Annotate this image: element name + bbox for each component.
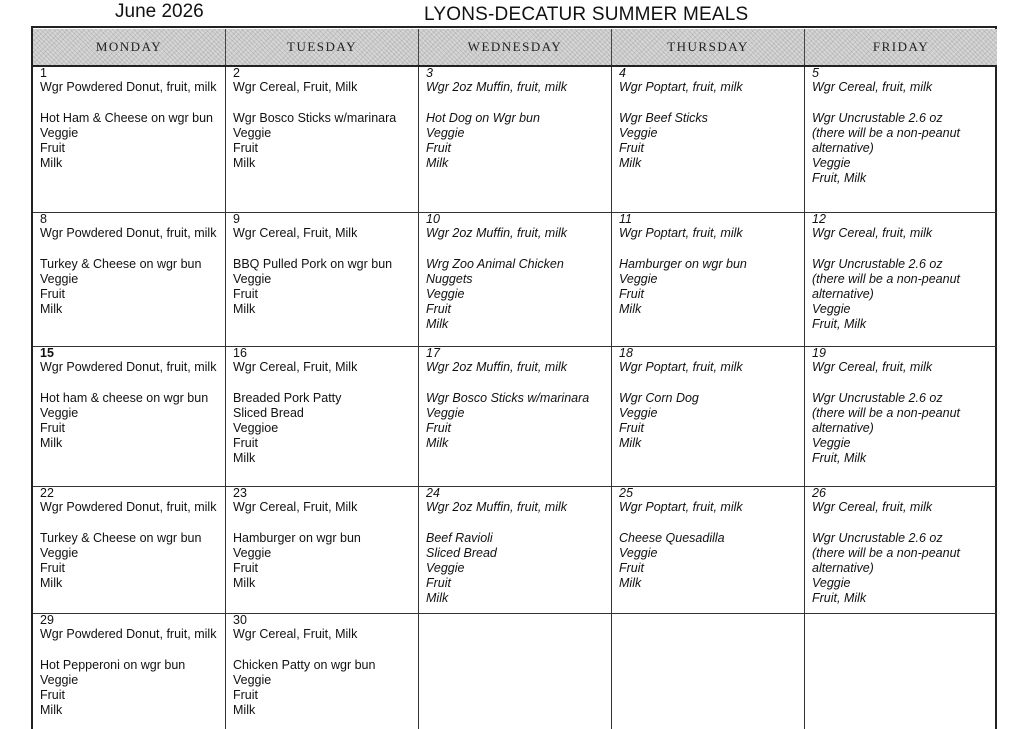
breakfast-item: Wgr Cereal, fruit, milk xyxy=(812,360,933,374)
breakfast-item: Wgr Cereal, Fruit, Milk xyxy=(233,360,358,374)
lunch-item: Fruit xyxy=(619,287,644,301)
day-cell-tuesday xyxy=(226,487,419,613)
lunch-item: Veggie xyxy=(40,673,79,687)
breakfast-item: Wgr 2oz Muffin, fruit, milk xyxy=(426,226,567,240)
lunch-item: Milk xyxy=(426,591,449,605)
breakfast-item: Wgr 2oz Muffin, fruit, milk xyxy=(426,80,567,94)
day-number: 29 xyxy=(40,614,54,627)
day-number: 10 xyxy=(426,213,440,226)
day-cell-tuesday xyxy=(226,614,419,729)
lunch-item: Milk xyxy=(40,302,63,316)
lunch-item: Milk xyxy=(426,436,449,450)
breakfast-item: Wgr Cereal, Fruit, Milk xyxy=(233,226,358,240)
lunch-item: Fruit xyxy=(40,688,65,702)
lunch-item: (there will be a non-peanut xyxy=(812,126,961,140)
week-row xyxy=(33,614,997,729)
lunch-item: Veggie xyxy=(40,546,79,560)
lunch-item: Hot Dog on Wgr bun xyxy=(426,111,540,125)
day-number: 16 xyxy=(233,347,247,360)
day-cell-thursday xyxy=(612,487,805,613)
day-number xyxy=(812,614,993,627)
day-number: 3 xyxy=(426,67,433,80)
lunch-item: Fruit xyxy=(426,302,451,316)
day-cell-monday xyxy=(33,487,226,613)
lunch-item: Fruit xyxy=(233,688,258,702)
day-number: 26 xyxy=(812,487,826,500)
lunch-item: Veggie xyxy=(619,546,658,560)
lunch-item: Fruit xyxy=(40,421,65,435)
day-number: 9 xyxy=(233,213,240,226)
breakfast-item: Wgr Poptart, fruit, milk xyxy=(619,500,743,514)
lunch-item: Veggie xyxy=(233,673,272,687)
lunch-item: Veggie xyxy=(619,126,658,140)
header-wednesday: WEDNESDAY xyxy=(419,29,612,65)
day-number: 8 xyxy=(40,213,47,226)
breakfast-item: Wgr Powdered Donut, fruit, milk xyxy=(40,500,217,514)
lunch-item: (there will be a non-peanut xyxy=(812,272,961,286)
lunch-item: Veggie xyxy=(40,406,79,420)
header-friday: FRIDAY xyxy=(805,29,997,65)
lunch-item: Fruit xyxy=(619,561,644,575)
lunch-item: Hot Ham & Cheese on wgr bun xyxy=(40,111,214,125)
breakfast-item: Wgr Powdered Donut, fruit, milk xyxy=(40,226,217,240)
lunch-item: Sliced Bread xyxy=(233,406,304,420)
breakfast-item: Wgr 2oz Muffin, fruit, milk xyxy=(426,500,567,514)
breakfast-item: Wgr Powdered Donut, fruit, milk xyxy=(40,80,217,94)
lunch-item: Fruit xyxy=(426,141,451,155)
header-tuesday: TUESDAY xyxy=(226,29,419,65)
lunch-item: Fruit xyxy=(426,421,451,435)
lunch-item: Milk xyxy=(426,317,449,331)
day-cell-wednesday xyxy=(419,213,612,346)
breakfast-item: Wgr Cereal, fruit, milk xyxy=(812,80,933,94)
lunch-item: Milk xyxy=(619,436,642,450)
lunch-item: Veggie xyxy=(40,272,79,286)
breakfast-item: Wgr Cereal, Fruit, Milk xyxy=(233,627,358,641)
lunch-item: Hamburger on wgr bun xyxy=(233,531,361,545)
lunch-item: Turkey & Cheese on wgr bun xyxy=(40,257,202,271)
lunch-item: Veggie xyxy=(233,126,272,140)
lunch-item: Veggie xyxy=(233,272,272,286)
lunch-item: alternative) xyxy=(812,561,874,575)
day-number: 15 xyxy=(40,347,54,360)
lunch-item: Milk xyxy=(426,156,449,170)
lunch-item: Hamburger on wgr bun xyxy=(619,257,747,271)
lunch-item: Veggie xyxy=(40,126,79,140)
day-cell-monday xyxy=(33,213,226,346)
page-title: LYONS-DECATUR SUMMER MEALS xyxy=(424,4,749,25)
day-number: 24 xyxy=(426,487,440,500)
week-row xyxy=(33,347,997,487)
lunch-item: Wgr Beef Sticks xyxy=(619,111,708,125)
day-cell-friday xyxy=(805,614,997,729)
lunch-item: Wgr Uncrustable 2.6 oz xyxy=(812,111,943,125)
day-number xyxy=(426,614,607,627)
lunch-item: Turkey & Cheese on wgr bun xyxy=(40,531,202,545)
lunch-item: Milk xyxy=(619,576,642,590)
breakfast-item: Wgr Cereal, Fruit, Milk xyxy=(233,500,358,514)
lunch-item: Veggie xyxy=(426,406,465,420)
day-cell-tuesday xyxy=(226,213,419,346)
header-monday: MONDAY xyxy=(33,29,226,65)
day-number: 12 xyxy=(812,213,826,226)
lunch-item: Fruit, Milk xyxy=(812,317,867,331)
day-number: 23 xyxy=(233,487,247,500)
day-cell-friday xyxy=(805,67,997,212)
day-number: 22 xyxy=(40,487,54,500)
breakfast-item: Wgr Cereal, Fruit, Milk xyxy=(233,80,358,94)
lunch-item: Sliced Bread xyxy=(426,546,497,560)
lunch-item: (there will be a non-peanut xyxy=(812,546,961,560)
breakfast-item: Wgr Cereal, fruit, milk xyxy=(812,226,933,240)
lunch-item: Wgr Corn Dog xyxy=(619,391,699,405)
day-number: 19 xyxy=(812,347,826,360)
breakfast-item: Wgr Cereal, fruit, milk xyxy=(812,500,933,514)
lunch-item: Milk xyxy=(619,156,642,170)
lunch-item: Wgr Bosco Sticks w/marinara xyxy=(426,391,590,405)
breakfast-item: Wgr Poptart, fruit, milk xyxy=(619,226,743,240)
breakfast-item: Wgr 2oz Muffin, fruit, milk xyxy=(426,360,567,374)
lunch-item: BBQ Pulled Pork on wgr bun xyxy=(233,257,393,271)
day-cell-wednesday xyxy=(419,614,612,729)
lunch-item: Veggie xyxy=(812,576,851,590)
lunch-item: alternative) xyxy=(812,141,874,155)
lunch-item: Fruit xyxy=(40,141,65,155)
lunch-item: Milk xyxy=(233,576,256,590)
lunch-item: Fruit, Milk xyxy=(812,591,867,605)
lunch-item: Veggie xyxy=(812,156,851,170)
lunch-item: Wgr Uncrustable 2.6 oz xyxy=(812,257,943,271)
lunch-item: Veggie xyxy=(426,287,465,301)
lunch-item: Milk xyxy=(233,302,256,316)
day-number: 4 xyxy=(619,67,626,80)
lunch-item: alternative) xyxy=(812,287,874,301)
day-cell-thursday xyxy=(612,347,805,486)
day-number: 5 xyxy=(812,67,819,80)
day-number: 30 xyxy=(233,614,247,627)
day-cell-friday xyxy=(805,213,997,346)
week-row xyxy=(33,487,997,614)
lunch-item: Chicken Patty on wgr bun xyxy=(233,658,376,672)
header-thursday: THURSDAY xyxy=(612,29,805,65)
lunch-item: Fruit xyxy=(233,287,258,301)
lunch-item: Fruit xyxy=(233,141,258,155)
week-row xyxy=(33,67,997,213)
lunch-item: alternative) xyxy=(812,421,874,435)
day-header-row xyxy=(33,29,997,67)
lunch-item: Hot ham & cheese on wgr bun xyxy=(40,391,209,405)
lunch-item: Cheese Quesadilla xyxy=(619,531,725,545)
lunch-item: Veggie xyxy=(812,436,851,450)
day-cell-thursday xyxy=(612,67,805,212)
month-title: June 2026 xyxy=(115,1,204,22)
lunch-item: Milk xyxy=(40,703,63,717)
day-number: 1 xyxy=(40,67,47,80)
day-cell-friday xyxy=(805,487,997,613)
lunch-item: Beef Ravioli xyxy=(426,531,493,545)
day-number xyxy=(619,614,800,627)
day-cell-wednesday xyxy=(419,67,612,212)
lunch-item: Wgr Bosco Sticks w/marinara xyxy=(233,111,397,125)
lunch-item: Veggie xyxy=(233,546,272,560)
day-cell-tuesday xyxy=(226,67,419,212)
lunch-item: Veggioe xyxy=(233,421,279,435)
day-cell-wednesday xyxy=(419,487,612,613)
lunch-item: Wrg Zoo Animal Chicken Nuggets xyxy=(426,257,564,286)
day-number: 2 xyxy=(233,67,240,80)
lunch-item: Milk xyxy=(233,156,256,170)
lunch-item: Veggie xyxy=(619,406,658,420)
day-number: 11 xyxy=(619,213,632,226)
lunch-item: Milk xyxy=(233,451,256,465)
day-cell-wednesday xyxy=(419,347,612,486)
lunch-item: Breaded Pork Patty xyxy=(233,391,342,405)
week-row xyxy=(33,213,997,347)
breakfast-item: Wgr Powdered Donut, fruit, milk xyxy=(40,360,217,374)
day-number: 25 xyxy=(619,487,633,500)
breakfast-item: Wgr Poptart, fruit, milk xyxy=(619,80,743,94)
lunch-item: Fruit xyxy=(233,436,258,450)
day-cell-thursday xyxy=(612,213,805,346)
day-cell-friday xyxy=(805,347,997,486)
lunch-item: Fruit, Milk xyxy=(812,171,867,185)
day-cell-monday xyxy=(33,67,226,212)
lunch-item: Hot Pepperoni on wgr bun xyxy=(40,658,186,672)
day-number: 17 xyxy=(426,347,440,360)
lunch-item: Veggie xyxy=(426,126,465,140)
lunch-item: Veggie xyxy=(426,561,465,575)
day-cell-monday xyxy=(33,347,226,486)
day-cell-tuesday xyxy=(226,347,419,486)
lunch-item: Milk xyxy=(619,302,642,316)
lunch-item: Fruit xyxy=(619,141,644,155)
lunch-item: (there will be a non-peanut xyxy=(812,406,961,420)
breakfast-item: Wgr Powdered Donut, fruit, milk xyxy=(40,627,217,641)
lunch-item: Fruit xyxy=(40,287,65,301)
lunch-item: Milk xyxy=(40,156,63,170)
lunch-item: Fruit xyxy=(426,576,451,590)
breakfast-item: Wgr Poptart, fruit, milk xyxy=(619,360,743,374)
lunch-item: Fruit xyxy=(40,561,65,575)
lunch-item: Veggie xyxy=(619,272,658,286)
lunch-item: Milk xyxy=(233,703,256,717)
lunch-item: Fruit xyxy=(619,421,644,435)
day-number: 18 xyxy=(619,347,633,360)
lunch-item: Milk xyxy=(40,436,63,450)
calendar-grid xyxy=(33,67,997,729)
lunch-item: Wgr Uncrustable 2.6 oz xyxy=(812,531,943,545)
day-cell-thursday xyxy=(612,614,805,729)
lunch-item: Milk xyxy=(40,576,63,590)
lunch-item: Wgr Uncrustable 2.6 oz xyxy=(812,391,943,405)
lunch-item: Fruit xyxy=(233,561,258,575)
lunch-item: Veggie xyxy=(812,302,851,316)
lunch-item: Fruit, Milk xyxy=(812,451,867,465)
day-cell-monday xyxy=(33,614,226,729)
